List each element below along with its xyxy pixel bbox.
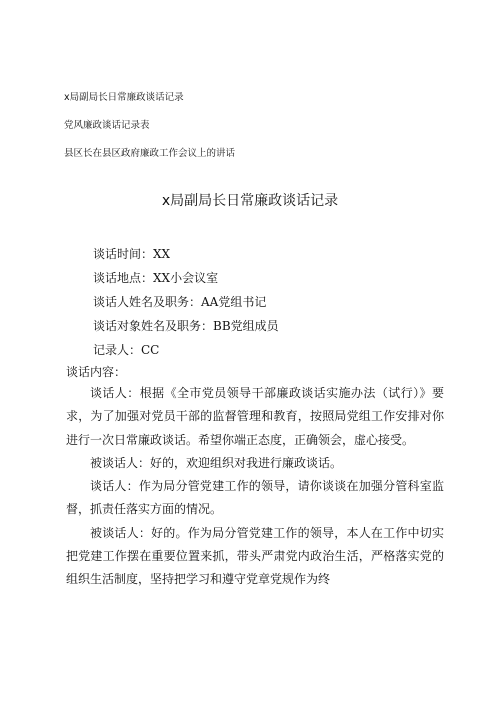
toc-item[interactable]: 县区长在县区政府廉政工作会议上的讲话	[64, 148, 236, 159]
conversation-body	[66, 382, 444, 592]
meeting-metadata	[93, 242, 279, 362]
paragraph: 谈话人：作为局分管党建工作的领导，请你谈谈在加强分管科室监督，抓责任落实方面的情况。	[66, 479, 444, 517]
meta-time: 谈话时间：XX	[93, 247, 171, 261]
toc-item[interactable]: x局副局长日常廉政谈话记录	[64, 92, 184, 103]
paragraph: 被谈话人：好的。作为局分管党建工作的领导，本人在工作中切实把党建工作摆在重要位置来抓，带头严肃党内政治生活，严格落实党的组织生活制度，坚持把学习和遵守党章党规作为终	[66, 525, 444, 587]
content-label: 谈话内容：	[66, 365, 127, 379]
meta-recorder: 记录人：CC	[93, 343, 160, 357]
paragraph: 谈话人：根据《全市党员领导干部廉政谈话实施办法（试行）》要求，为了加强对党员干部的监督管理和教育，按照局党组工作安排对你进行一次日常廉政谈话。希望你端正态度，正确领会，虚心接受。	[66, 386, 444, 447]
meta-subject: 谈话对象姓名及职务：BB党组成员	[93, 319, 279, 333]
meta-location: 谈话地点：XX小会议室	[93, 271, 219, 285]
paragraph: 被谈话人：好的，欢迎组织对我进行廉政谈话。	[90, 455, 343, 470]
table-of-contents	[64, 92, 235, 176]
toc-item[interactable]: 党风廉政谈话记录表	[64, 120, 150, 131]
document-title: x局副局长日常廉政谈话记录	[161, 193, 339, 209]
meta-speaker: 谈话人姓名及职务：AA党组书记	[93, 295, 267, 309]
